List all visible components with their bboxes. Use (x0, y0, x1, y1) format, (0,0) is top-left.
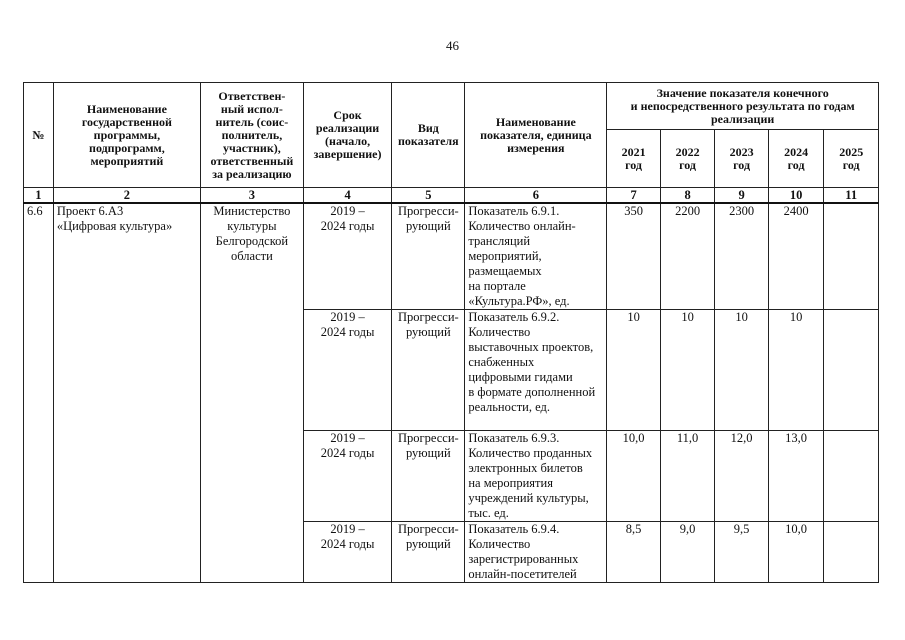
term-cell: 2019 – 2024 годы (303, 431, 391, 522)
value-2025 (824, 522, 879, 583)
column-number: 1 (24, 188, 54, 204)
indicator-cell: Показатель 6.9.2. Количество выставочных проектов, снабженных цифровыми гидами в формате дополненной реальности, ед. (465, 310, 607, 431)
header-year-2023: 2023 год (715, 130, 769, 188)
kind-cell: Прогресси- рующий (392, 203, 465, 310)
page-number: 46 (446, 38, 459, 53)
value-2022: 10 (660, 310, 715, 431)
value-2021: 350 (607, 203, 661, 310)
term-cell: 2019 – 2024 годы (303, 310, 391, 431)
column-number: 6 (465, 188, 607, 204)
value-2025 (824, 203, 879, 310)
header-indicator: Наименование показателя, единица измерения (465, 83, 607, 188)
column-number: 5 (392, 188, 465, 204)
header-row-top (24, 83, 879, 130)
kind-cell: Прогресси- рующий (392, 522, 465, 583)
column-number: 4 (303, 188, 391, 204)
column-number: 9 (715, 188, 769, 204)
header-responsible: Ответствен- ный испол- нитель (соис- полнитель, участник), ответственный за реализацию (200, 83, 303, 188)
value-2023: 12,0 (715, 431, 769, 522)
column-number: 7 (607, 188, 661, 204)
value-2023: 2300 (715, 203, 769, 310)
value-2024: 2400 (768, 203, 824, 310)
column-numbers-row (24, 188, 879, 204)
value-2022: 2200 (660, 203, 715, 310)
header-year-2022: 2022 год (660, 130, 715, 188)
value-2024: 13,0 (768, 431, 824, 522)
indicators-table (23, 82, 879, 583)
column-number: 2 (53, 188, 200, 204)
header-name: Наименование государственной программы, подпрограмм, мероприятий (53, 83, 200, 188)
header-values-group: Значение показателя конечного и непосредственного результата по годам реализации (607, 83, 879, 130)
value-2023: 9,5 (715, 522, 769, 583)
indicator-cell: Показатель 6.9.3. Количество проданных электронных билетов на мероприятия учреждений культуры, тыс. ед. (465, 431, 607, 522)
responsible-executor: Министерство культуры Белгородской области (200, 203, 303, 583)
value-2025 (824, 310, 879, 431)
table-row (24, 203, 879, 310)
value-2021: 10,0 (607, 431, 661, 522)
value-2024: 10 (768, 310, 824, 431)
column-number: 8 (660, 188, 715, 204)
indicator-cell: Показатель 6.9.1. Количество онлайн- трансляций мероприятий, размещаемых на портале «Культура.РФ», ед. (465, 203, 607, 310)
kind-cell: Прогресси- рующий (392, 431, 465, 522)
value-2022: 9,0 (660, 522, 715, 583)
header-term: Срок реализации (начало, завершение) (303, 83, 391, 188)
project-name: Проект 6.А3 «Цифровая культура» (53, 203, 200, 583)
term-cell: 2019 – 2024 годы (303, 522, 391, 583)
indicator-cell: Показатель 6.9.4. Количество зарегистрированных онлайн-посетителей (465, 522, 607, 583)
value-2023: 10 (715, 310, 769, 431)
value-2024: 10,0 (768, 522, 824, 583)
column-number: 3 (200, 188, 303, 204)
header-year-2021: 2021 год (607, 130, 661, 188)
value-2022: 11,0 (660, 431, 715, 522)
kind-cell: Прогресси- рующий (392, 310, 465, 431)
column-number: 11 (824, 188, 879, 204)
column-number: 10 (768, 188, 824, 204)
value-2025 (824, 431, 879, 522)
value-2021: 8,5 (607, 522, 661, 583)
header-year-2024: 2024 год (768, 130, 824, 188)
header-num: № (24, 83, 54, 188)
value-2021: 10 (607, 310, 661, 431)
header-year-2025: 2025 год (824, 130, 879, 188)
header-kind: Вид показателя (392, 83, 465, 188)
row-number: 6.6 (24, 203, 54, 583)
term-cell: 2019 – 2024 годы (303, 203, 391, 310)
